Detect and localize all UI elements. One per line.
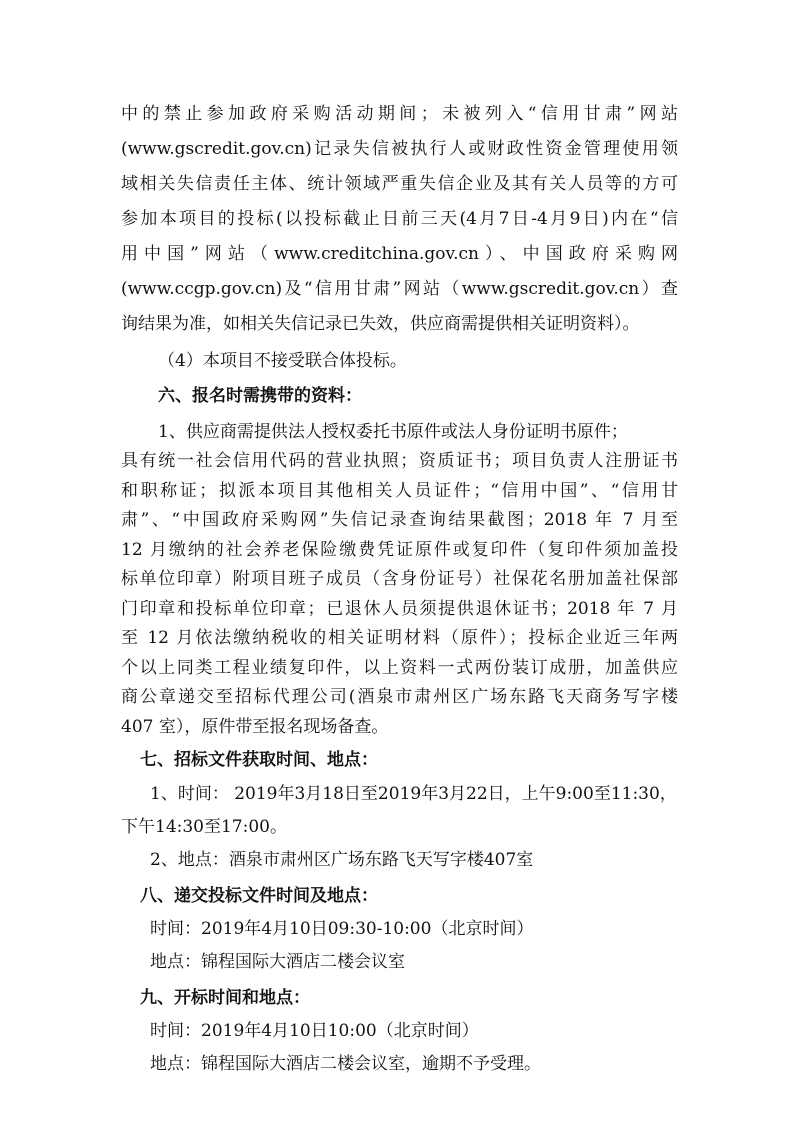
paragraph-line: 个以上同类工程业绩复印件，以上资料一式两份装订成册，加盖供应: [121, 658, 678, 678]
paragraph-line: 时间：2019年4月10日10:00（北京时间）: [150, 1021, 479, 1041]
section-heading: 八、递交投标文件时间及地点：: [140, 886, 378, 906]
paragraph-line: (www.gscredit.gov.cn)记录失信被执行人或财政性资金管理使用领: [121, 139, 678, 159]
paragraph-line: 和职称证；拟派本项目其他相关人员证件；“信用中国”、“信用甘: [121, 481, 678, 501]
section-heading: 七、招标文件获取时间、地点：: [140, 750, 378, 770]
paragraph-line: 地点：锦程国际大酒店二楼会议室，逾期不予受理。: [150, 1054, 541, 1074]
paragraph-line: 标单位印章）附项目班子成员（含身份证号）社保花名册加盖社保部: [121, 569, 678, 589]
paragraph-line: 地点：锦程国际大酒店二楼会议室: [150, 952, 405, 972]
paragraph-line: (www.ccgp.gov.cn)及“信用甘肃”网站（www.gscredit.gov.cn）查: [121, 279, 678, 299]
paragraph-line: 407 室），原件带至报名现场备查。: [121, 717, 389, 737]
paragraph-line: 询结果为准，如相关失信记录已失效，供应商需提供相关证明资料）。: [121, 314, 640, 334]
paragraph-line: 1、供应商需提供法人授权委托书原件或法人身份证明书原件；: [158, 422, 628, 442]
section-heading: 六、报名时需携带的资料：: [158, 386, 362, 406]
paragraph-line: 下午14:30至17:00。: [121, 817, 287, 837]
paragraph-line: 商公章递交至招标代理公司(酒泉市肃州区广场东路飞天商务写字楼: [121, 687, 678, 707]
paragraph-line: 参加本项目的投标(以投标截止日前三天(4月7日-4月9日)内在“信: [121, 209, 678, 229]
paragraph-line: 用中国”网站（www.creditchina.gov.cn）、中国政府采购网: [121, 244, 678, 264]
paragraph-line: 肃”、“中国政府采购网”失信记录查询结果截图；2018 年 7 月至: [121, 510, 678, 530]
paragraph-line: 2、地点：酒泉市肃州区广场东路飞天写字楼407室: [150, 850, 534, 870]
paragraph-line: 时间：2019年4月10日09:30-10:00（北京时间）: [150, 919, 534, 939]
paragraph-line: 12 月缴纳的社会养老保险缴费凭证原件或复印件（复印件须加盖投: [121, 540, 678, 560]
paragraph-line: 具有统一社会信用代码的营业执照；资质证书；项目负责人注册证书: [121, 451, 678, 471]
paragraph-line: 至 12 月依法缴纳税收的相关证明材料（原件）；投标企业近三年两: [121, 628, 678, 648]
paragraph-line: 门印章和投标单位印章；已退休人员须提供退休证书；2018 年 7 月: [121, 599, 678, 619]
paragraph-line: 中的禁止参加政府采购活动期间；未被列入“信用甘肃”网站: [121, 104, 678, 124]
section-heading: 九、开标时间和地点：: [140, 988, 310, 1008]
paragraph-line: 域相关失信责任主体、统计领域严重失信企业及其有关人员等的方可: [121, 174, 678, 194]
paragraph-line: 1、时间： 2019年3月18日至2019年3月22日，上午9:00至11:30，: [150, 784, 677, 804]
list-item: （4）本项目不接受联合体投标。: [158, 351, 407, 371]
